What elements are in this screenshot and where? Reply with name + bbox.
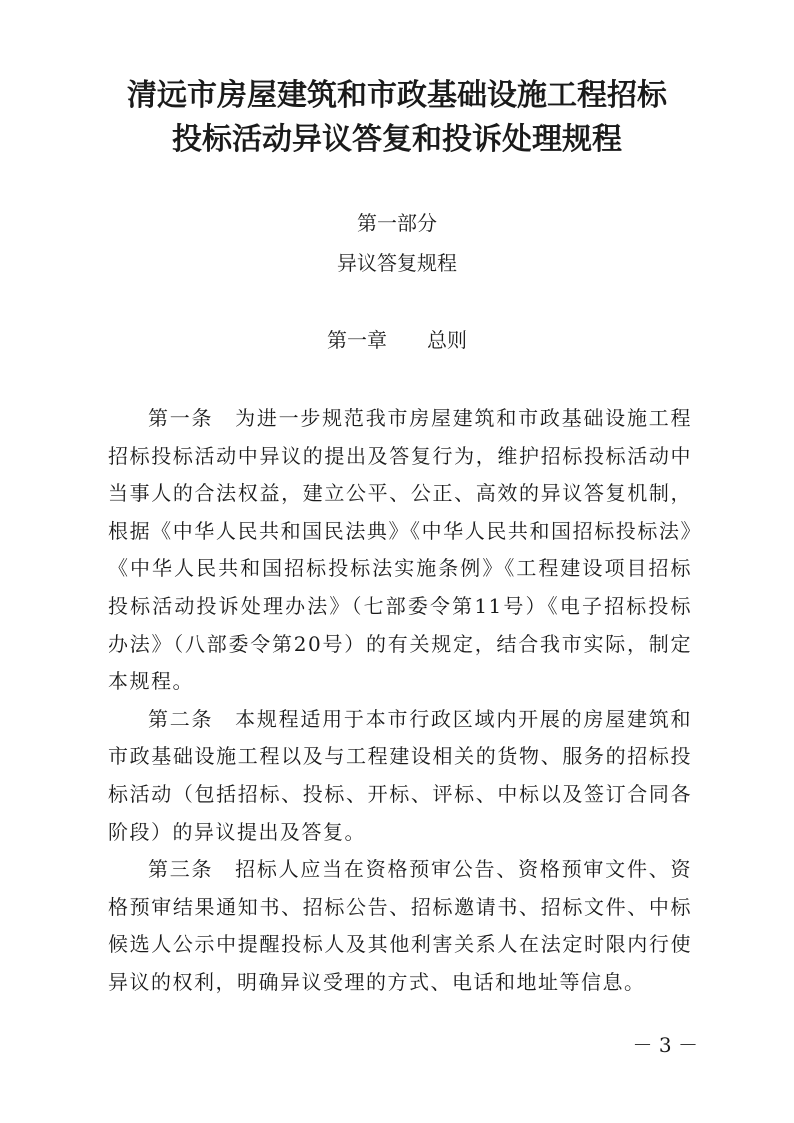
chapter-heading: 第一章 总则 (327, 328, 467, 352)
article-2: 第二条 本规程适用于本市行政区域内开展的房屋建筑和市政基础设施工程以及与工程建设相关的货物、服务的招标投标活动（包括招标、投标、开标、评标、中标以及签订合同各阶段）的异议提出及答复。 (108, 706, 692, 844)
article-3: 第三条 招标人应当在资格预审公告、资格预审文件、资格预审结果通知书、招标公告、招标邀请书、招标文件、中标候选人公示中提醒投标人及其他利害关系人在法定时限内行使异议的权利，明确异议受理的方式、电话和地址等信息。 (108, 857, 692, 994)
document-body (108, 400, 692, 1002)
part-heading (0, 203, 794, 283)
page-number: － 3 － (632, 1033, 698, 1057)
part-number: 第一部分 (357, 211, 437, 235)
document-title-line-2: 投标活动异议答复和投诉处理规程 (172, 122, 622, 157)
article-1: 第一条 为进一步规范我市房屋建筑和市政基础设施工程招标投标活动中异议的提出及答复行为，维护招标投标活动中当事人的合法权益，建立公平、公正、高效的异议答复机制，根据《中华人民共和国民法典》《中华人民共和国招标投标法》《中华人民共和国招标投标法实施条例》《工程建设项目招标投标活动投诉处理办法》（七部委令第11号）《电子招标投标办法》（八部委令第20号）的有关规定，结合我市实际，制定本规程。 (108, 406, 692, 694)
document-title (0, 74, 794, 162)
part-name: 异议答复规程 (337, 251, 457, 275)
document-title-line-1: 清远市房屋建筑和市政基础设施工程招标 (127, 78, 667, 113)
